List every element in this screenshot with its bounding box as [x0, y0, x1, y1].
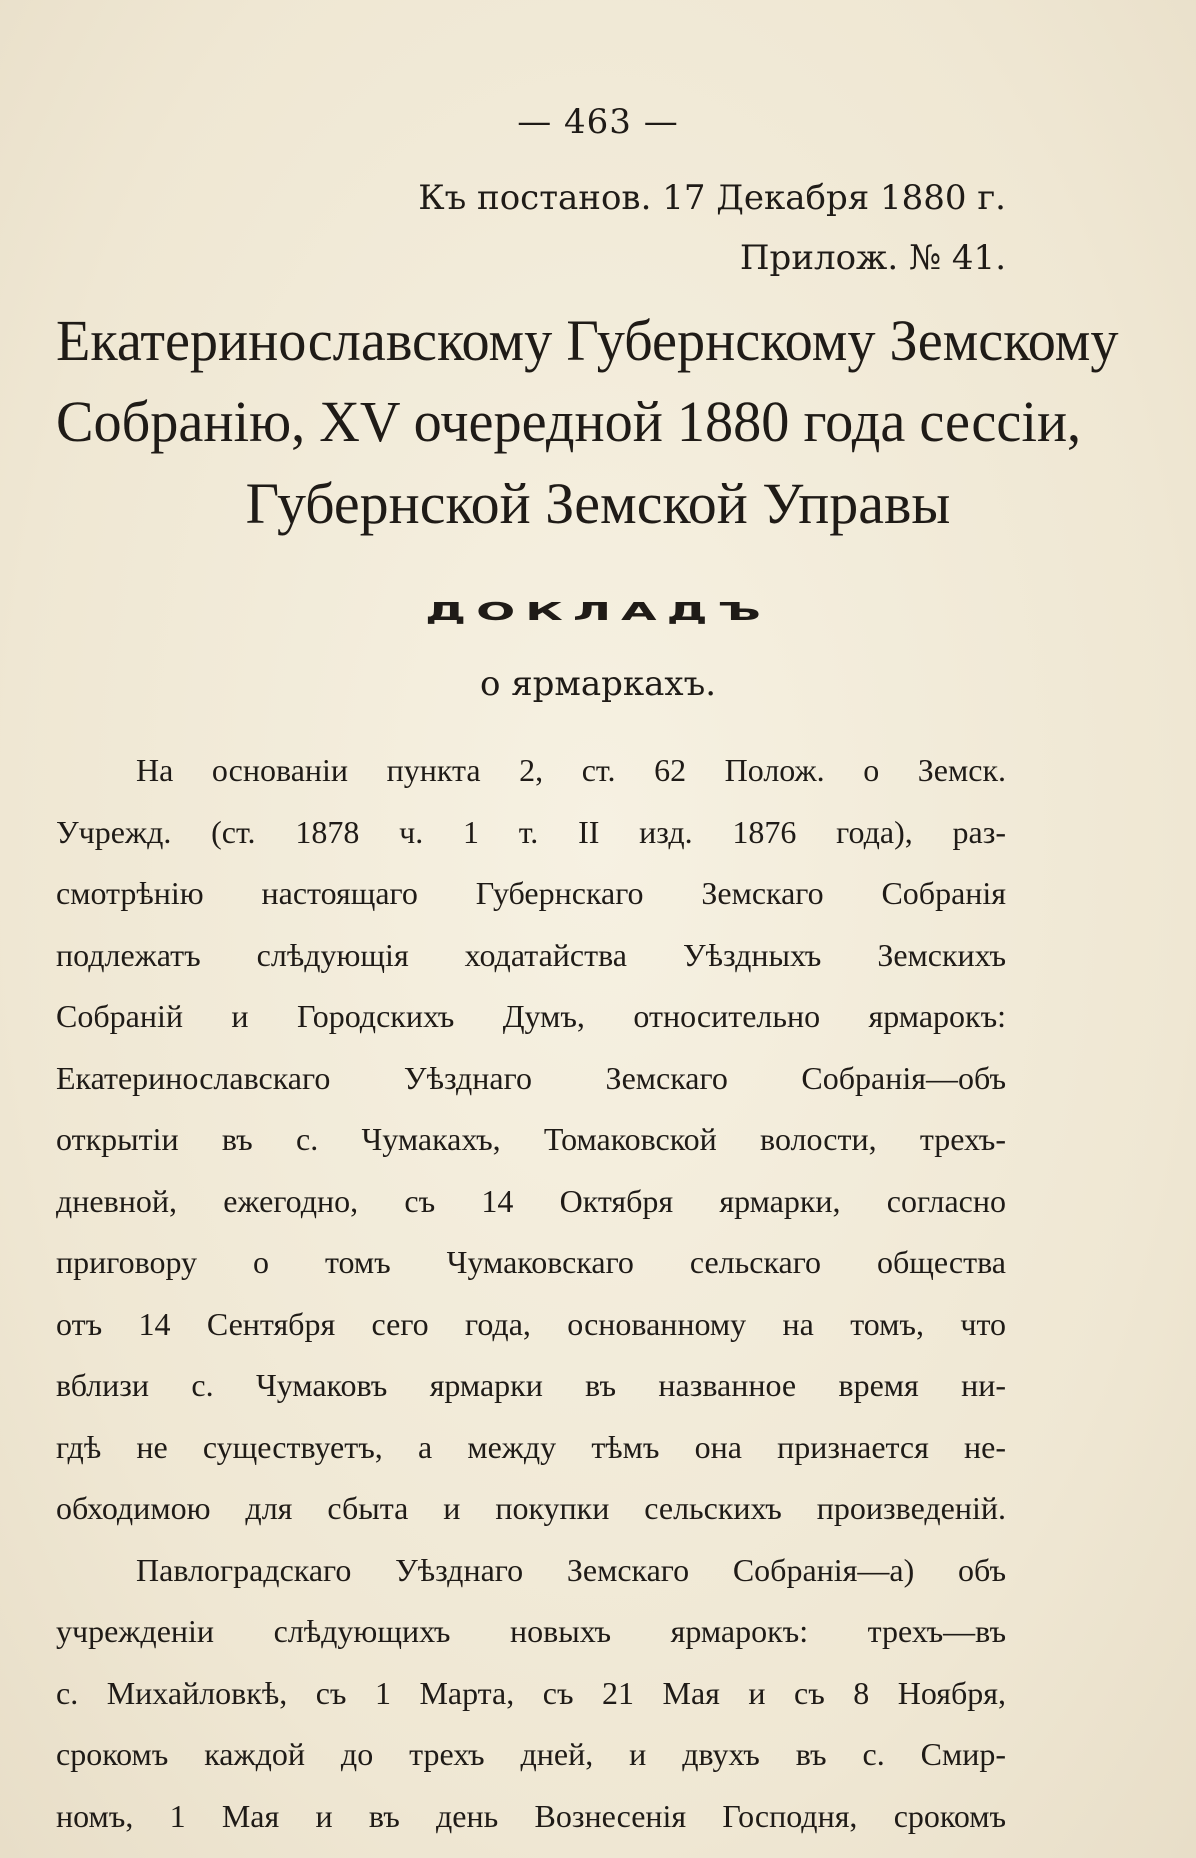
body-line: дневной, ежегодно, съ 14 Октября ярмарки, согласно: [56, 1182, 1006, 1219]
resolution-reference: Къ постанов. 17 Декабря 1880 г.: [418, 178, 1006, 218]
body-text: [56, 740, 1006, 1847]
body-line: Павлоградскаго Уѣзднаго Земскаго Собранія—а) объ: [136, 1551, 1006, 1588]
body-line: обходимою для сбыта и покупки сельскихъ произведеній.: [56, 1490, 1006, 1526]
body-line: На основаніи пункта 2, ст. 62 Полож. о Земск.: [136, 752, 1006, 788]
body-line: открытіи въ с. Чумакахъ, Томаковской волости, трехъ-: [56, 1121, 1006, 1157]
body-line: вблизи с. Чумаковъ ярмарки въ названное время ни-: [56, 1367, 1006, 1403]
body-line: гдѣ не существуетъ, а между тѣмъ она признается не-: [56, 1428, 1006, 1465]
document-subject: о ярмаркахъ.: [479, 664, 717, 704]
heading-line-3: Губернской Земской Управы: [245, 471, 951, 536]
body-line: отъ 14 Сентября сего года, основанному на томъ, что: [56, 1305, 1006, 1342]
body-line: приговору о томъ Чумаковскаго сельскаго общества: [56, 1244, 1006, 1280]
heading-line-2: Собранію, XV очередной 1880 года сессіи,: [56, 389, 1082, 454]
body-line: смотрѣнію настоящаго Губернскаго Земскаго Собранія: [56, 875, 1006, 911]
body-line: Собраній и Городскихъ Думъ, относительно ярмарокъ:: [56, 998, 1006, 1034]
body-line: подлежатъ слѣдующія ходатайства Уѣздныхъ Земскихъ: [56, 936, 1006, 973]
heading-line-1: Екатеринославскому Губернскому Земскому: [56, 308, 1119, 373]
body-line: учрежденіи слѣдующихъ новыхъ ярмарокъ: трехъ—въ: [56, 1613, 1006, 1649]
document-title: ДОКЛАДЪ: [425, 596, 771, 626]
body-line: Екатеринославскаго Уѣзднаго Земскаго Собранія—объ: [56, 1059, 1006, 1096]
body-line: номъ, 1 Мая и въ день Вознесенія Господня, срокомъ: [56, 1797, 1006, 1834]
body-line: с. Михайловкѣ, съ 1 Марта, съ 21 Мая и съ 8 Ноября,: [56, 1674, 1006, 1711]
appendix-reference: Прилож. № 41.: [739, 238, 1006, 278]
body-line: Учрежд. (ст. 1878 ч. 1 т. II изд. 1876 года), раз-: [56, 813, 1006, 850]
page-number: — 463 —: [517, 102, 679, 142]
body-line: срокомъ каждой до трехъ дней, и двухъ въ с. Смир-: [56, 1736, 1006, 1772]
